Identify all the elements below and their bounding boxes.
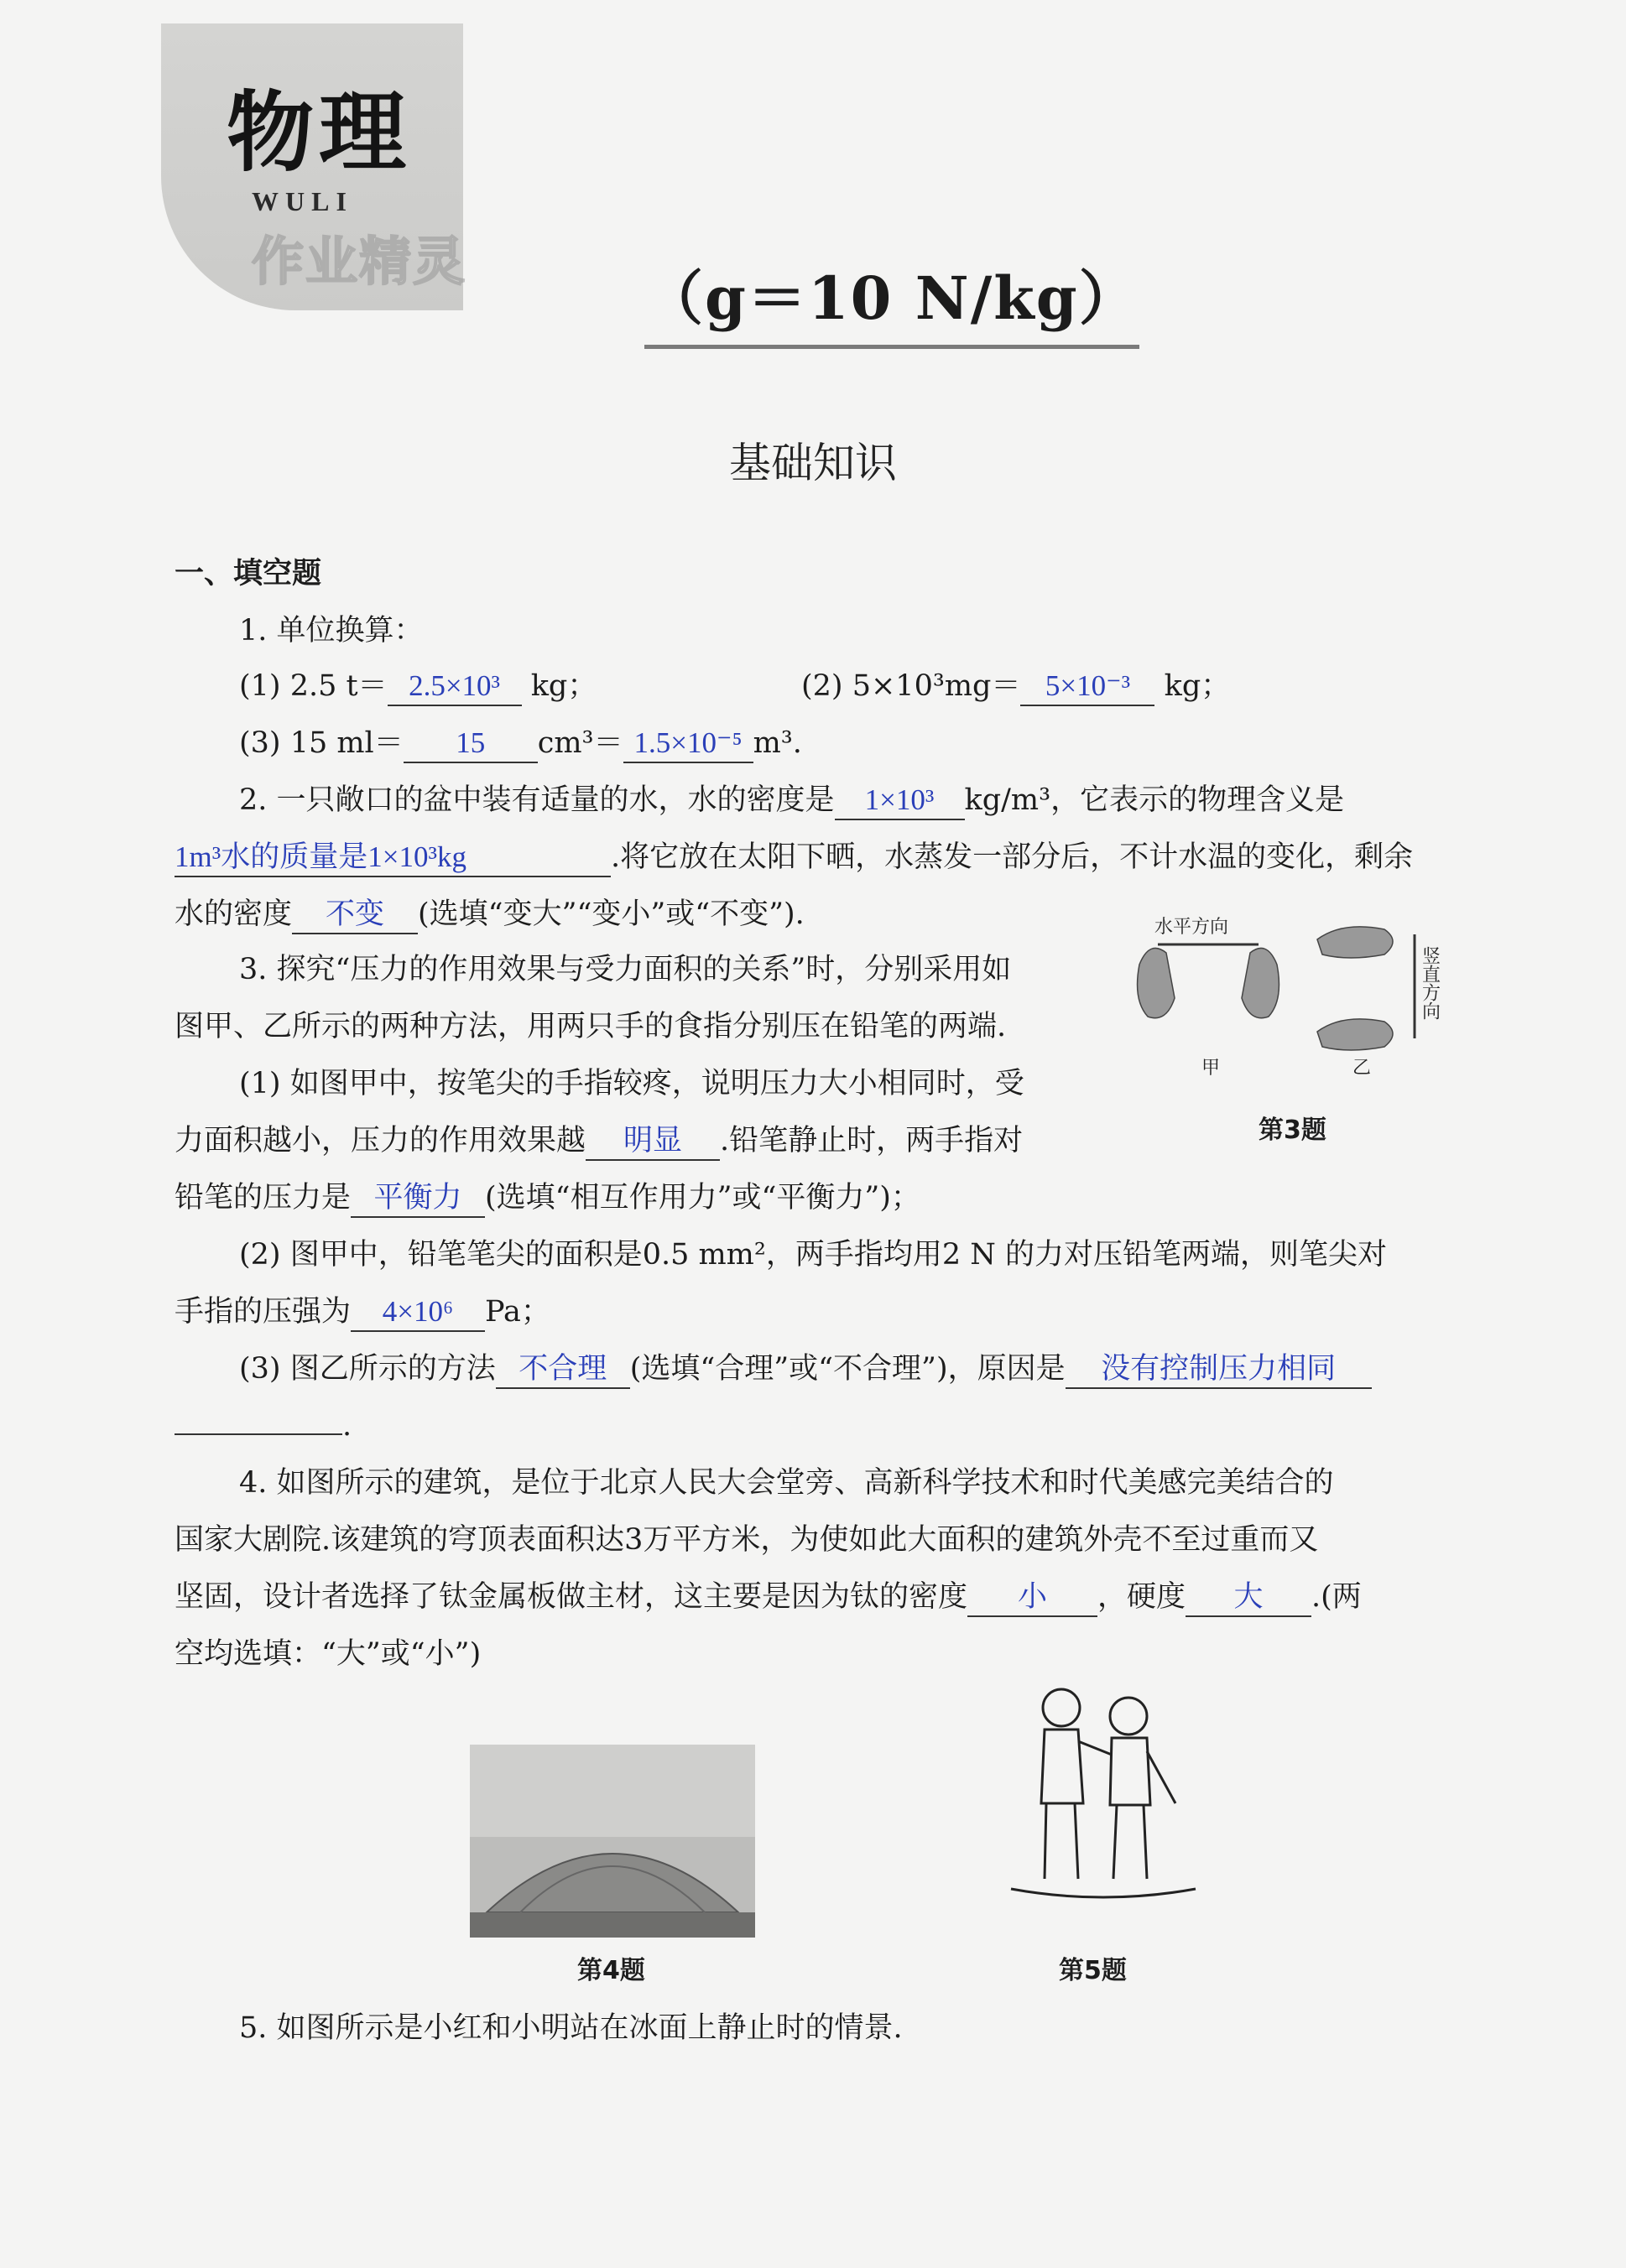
photo-upper-sky <box>470 1745 755 1837</box>
q2-l1-tail: kg/m³，它表示的物理含义是 <box>964 783 1345 817</box>
child-right-icon <box>1110 1698 1175 1879</box>
q3-line8 <box>239 1347 1372 1391</box>
q1-p1-text: (1) 2.5 t＝ <box>239 669 388 703</box>
section-title: 基础知识 <box>729 439 897 487</box>
q3-blank1: 明显 <box>586 1122 720 1161</box>
q4-photo <box>470 1745 755 1938</box>
q3-l8-text: (3) 图乙所示的方法 <box>239 1352 496 1386</box>
photo-ground <box>470 1912 755 1938</box>
q3-l7-tail: Pa； <box>485 1295 550 1329</box>
q3-l4-tail: .铅笔静止时，两手指对 <box>720 1124 1024 1157</box>
fig-label-vertical: 竖直方向 <box>1419 946 1441 1020</box>
q3-l7-text: 手指的压强为 <box>175 1295 352 1329</box>
q3-line2: 图甲、乙所示的两种方法，用两只手的食指分别压在铅笔的两端. <box>175 1010 1007 1043</box>
q1-p3-text: (3) 15 ml＝ <box>239 726 404 760</box>
q2-l2-tail: .将它放在太阳下晒，水蒸发一部分后，不计水温的变化，剩余 <box>611 840 1414 874</box>
q1-p1-blank: 2.5×10³ <box>388 668 522 706</box>
q4-l3-tail: .(两 <box>1311 1580 1362 1614</box>
q3-line9 <box>175 1404 352 1448</box>
q3-line5 <box>175 1176 920 1220</box>
q3-l4-text: 力面积越小，压力的作用效果越 <box>175 1124 586 1157</box>
q3-line3: (1) 如图甲中，按笔尖的手指较疼，说明压力大小相同时，受 <box>239 1067 1024 1100</box>
part-heading: 一、填空题 <box>175 557 322 590</box>
q4-blank1: 小 <box>967 1579 1097 1617</box>
child-left-icon <box>1041 1689 1112 1879</box>
q3-l8-mid: (选填“合理”或“不合理”)，原因是 <box>629 1352 1066 1386</box>
q3-line7 <box>175 1290 550 1334</box>
q2-l3-tail: (选填“变大”“变小”或“不变”). <box>418 897 805 931</box>
hand-right-icon <box>1242 948 1279 1017</box>
q3-blank2: 平衡力 <box>351 1179 485 1218</box>
q1-p3-unit: m³. <box>753 726 802 760</box>
q1-p3-blank2: 1.5×10⁻⁵ <box>623 725 753 763</box>
q1-part1 <box>239 664 597 708</box>
q1-p2-unit: kg； <box>1164 669 1231 703</box>
q1-p1-unit: kg； <box>530 669 597 703</box>
fig-label-a: 甲 <box>1201 1058 1221 1079</box>
q2-blank3: 不变 <box>292 896 418 934</box>
q2-line3 <box>175 892 805 936</box>
q5-line1: 5. 如图所示是小红和小明站在冰面上静止时的情景. <box>239 2011 903 2045</box>
q5-caption: 第5题 <box>1059 1956 1127 1985</box>
q1-stem: 1. 单位换算： <box>239 614 424 648</box>
fig-label-horizontal: 水平方向 <box>1154 917 1229 938</box>
subject-pinyin: WULI <box>252 186 353 216</box>
q3-blank4: 不合理 <box>496 1350 630 1389</box>
q1-p3-mid: cm³＝ <box>537 726 623 760</box>
q3-l5-tail: (选填“相互作用力”或“平衡力”)； <box>485 1181 920 1215</box>
q4-l3-mid: ，硬度 <box>1097 1580 1186 1614</box>
q1-p2-text: (2) 5×10³mg＝ <box>801 669 1021 703</box>
q3-l5-text: 铅笔的压力是 <box>175 1181 352 1215</box>
ice-surface <box>1011 1889 1196 1897</box>
q2-blank1: 1×10³ <box>835 782 965 820</box>
hand-left-icon <box>1138 948 1175 1017</box>
q1-part2 <box>801 664 1230 708</box>
q1-part3 <box>239 721 802 765</box>
q3-blank3: 4×10⁶ <box>351 1293 485 1332</box>
q4-line4: 空均选填：“大”或“小”) <box>175 1637 482 1671</box>
q4-caption: 第4题 <box>577 1956 645 1985</box>
q1-p3-blank1: 15 <box>404 725 538 763</box>
q3-caption: 第3题 <box>1259 1116 1326 1145</box>
q4-line1: 4. 如图所示的建筑，是位于北京人民大会堂旁、高新科学技术和时代美感完美结合的 <box>239 1466 1334 1500</box>
q4-line2: 国家大剧院.该建筑的穹顶表面积达3万平方米，为使如此大面积的建筑外壳不至过重而又 <box>175 1523 1319 1557</box>
q3-blank5-cont <box>175 1433 342 1435</box>
watermark-logo: 作业精灵 <box>252 231 467 292</box>
q3-line6: (2) 图甲中，铅笔笔尖的面积是0.5 mm²，两手指均用2 N 的力对压铅笔两端，则笔尖对 <box>239 1238 1388 1272</box>
q4-l3-text: 坚固，设计者选择了钛金属板做主材，这主要是因为钛的密度 <box>175 1580 968 1614</box>
q3-blank5: 没有控制压力相同 <box>1066 1350 1372 1389</box>
subject-title: 物理 <box>227 81 412 184</box>
q4-line3 <box>175 1575 1362 1619</box>
q5-figure <box>1003 1678 1204 1912</box>
q1-p2-blank: 5×10⁻³ <box>1020 668 1154 706</box>
q3-line1: 3. 探究“压力的作用效果与受力面积的关系”时，分别采用如 <box>239 953 1012 986</box>
fig-label-b: 乙 <box>1352 1058 1372 1079</box>
q2-l1-text: 2. 一只敞口的盆中装有适量的水，水的密度是 <box>239 783 835 817</box>
q3-l9-tail: . <box>342 1409 352 1443</box>
q2-line2 <box>175 835 1413 879</box>
hand-top-icon <box>1317 927 1393 958</box>
hand-bottom-icon <box>1317 1019 1393 1050</box>
q2-l3-text: 水的密度 <box>175 897 293 931</box>
q2-line1 <box>239 778 1344 822</box>
q2-blank2: 1m³水的质量是1×10³kg <box>175 839 611 877</box>
gravity-constant-note: （g＝10 N/kg） <box>644 252 1139 349</box>
q3-line4 <box>175 1119 1023 1163</box>
q4-blank2: 大 <box>1186 1579 1311 1617</box>
